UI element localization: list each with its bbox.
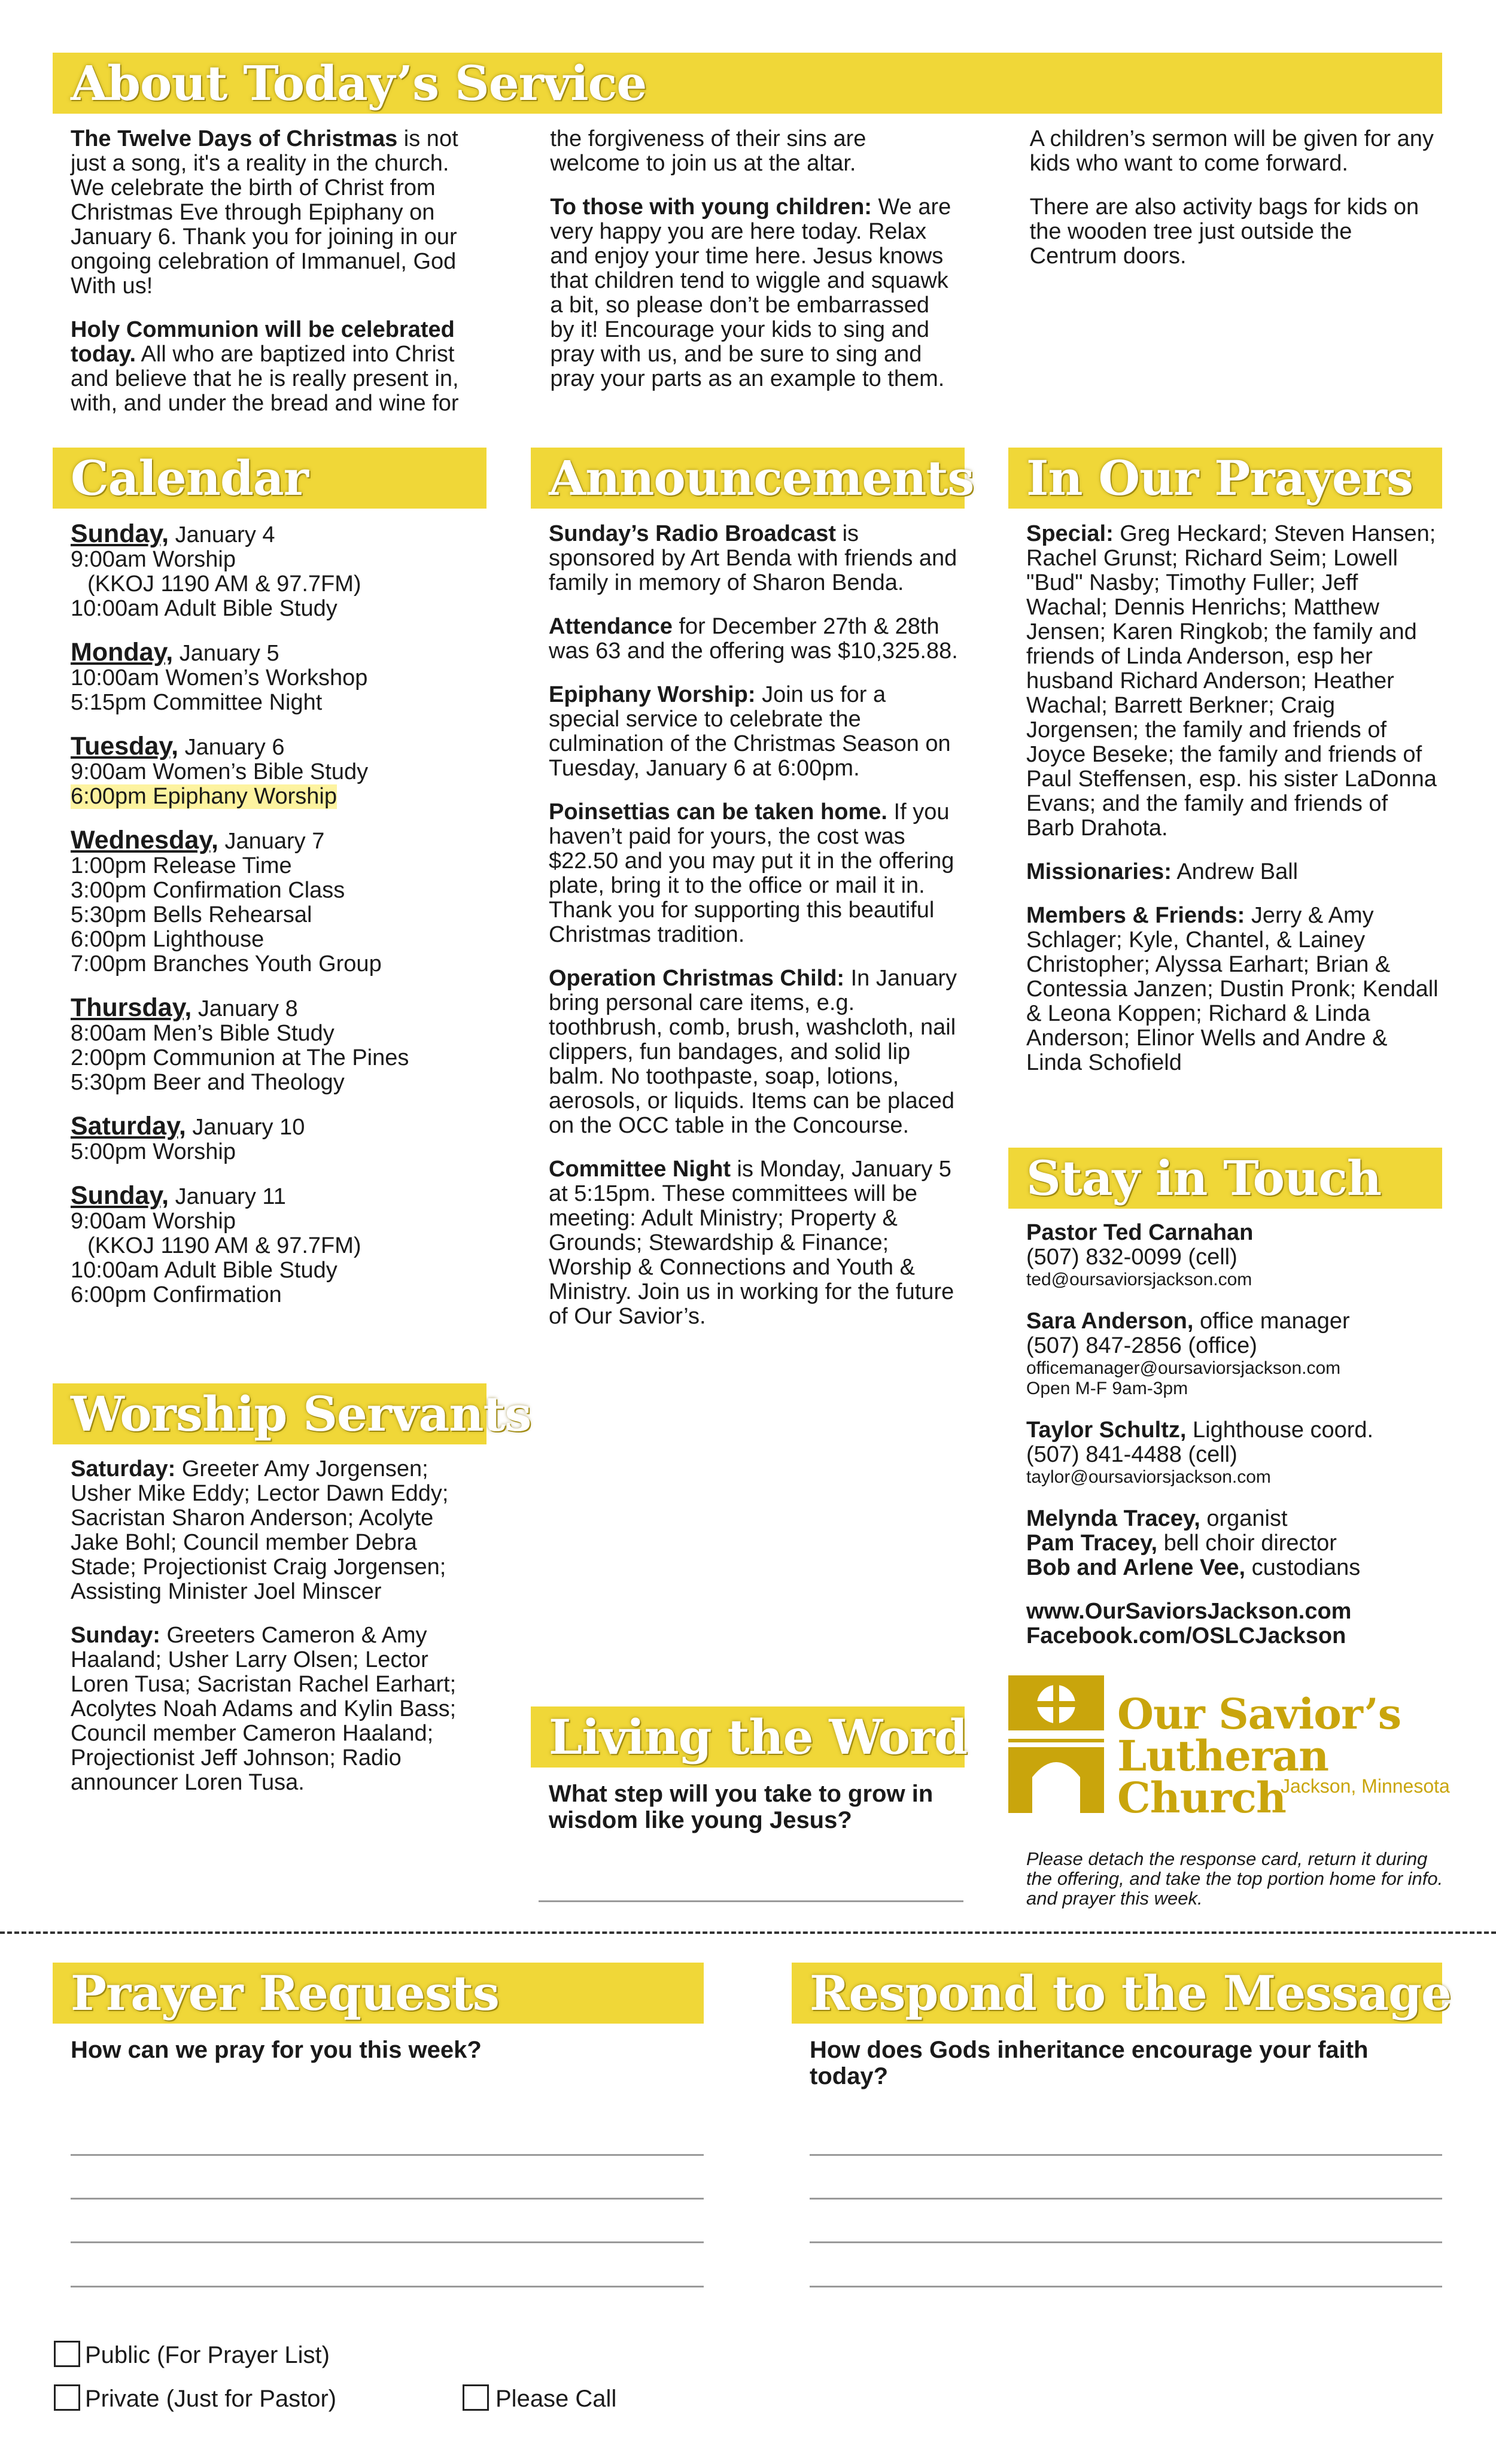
respond-line-2[interactable] xyxy=(810,2198,1442,2200)
calendar-list xyxy=(71,519,484,1327)
prayer-line-3[interactable] xyxy=(71,2241,704,2243)
respond-line-1[interactable] xyxy=(810,2154,1442,2156)
announcement-item xyxy=(549,615,959,664)
servants-sunday-text: Greeters Cameron & Amy Haaland; Usher Larry Olsen; Lector Loren Tusa; Sacristan Rachel Earhart; Acolytes Noah Adams and Kylin Bass; Council member Cameron Haaland; Projectionist Jeff Johnson; Radio announcer Loren Tusa. xyxy=(71,1623,457,1795)
calendar-event: 2:00pm Communion at The Pines xyxy=(71,1045,409,1070)
detach-note: Please detach the response card, return it during the offering, and take the top portion home for info. and prayer this week. xyxy=(1026,1848,1443,1909)
lighthouse-phone: (507) 841-4488 (cell) xyxy=(1026,1442,1237,1467)
servants-saturday-text: Greeter Amy Jorgensen; Usher Mike Eddy; Lector Dawn Eddy; Sacristan Sharon Anderson; Acolyte Jake Bohl; Council member Debra Stade; Projectionist Craig Jorgensen; Assisting Minister Joel Minscer xyxy=(71,1456,449,1604)
about-flow xyxy=(71,127,1439,421)
calendar-day-date: January 10 xyxy=(186,1115,305,1140)
calendar-title: Calendar xyxy=(71,450,308,506)
prayer-item-heading: Missionaries: xyxy=(1026,859,1172,884)
calendar-day xyxy=(71,1114,484,1164)
about-p4-text: A children’s sermon will be given for any kids who want to come forward. xyxy=(1029,126,1434,176)
calendar-event: 10:00am Adult Bible Study xyxy=(71,1258,337,1283)
calendar-event: 5:15pm Committee Night xyxy=(71,690,323,715)
about-banner xyxy=(53,53,1442,114)
about-p5-text: There are also activity bags for kids on the wooden tree just outside the Centrum doors. xyxy=(1029,194,1419,269)
pastor-name: Pastor Ted Carnahan xyxy=(1026,1220,1254,1245)
calendar-day-date: January 7 xyxy=(218,829,325,854)
announcement-item-text: is Monday, January 5 at 5:15pm. These committees will be meeting: Adult Ministry; Property & Grounds; Stewardship & Finance; Worship & Connections and Youth & Ministry. Join us in working for the future of Our Savior’s. xyxy=(549,1157,954,1329)
respond-banner xyxy=(792,1963,1451,2024)
calendar-event: 5:30pm Bells Rehearsal xyxy=(71,902,312,927)
private-checkbox[interactable] xyxy=(54,2384,80,2411)
respond-line-3[interactable] xyxy=(810,2241,1442,2243)
calendar-day-date: January 8 xyxy=(191,996,298,1021)
lighthouse-name: Taylor Schultz, xyxy=(1026,1417,1187,1443)
servants-block xyxy=(71,1457,484,1814)
calendar-banner xyxy=(53,448,486,509)
lighthouse-role: Lighthouse coord. xyxy=(1186,1417,1374,1443)
announcement-item-text: for December 27th & 28th was 63 and the offering was $10,325.88. xyxy=(549,614,958,664)
private-label: Private (Just for Pastor) xyxy=(85,2386,337,2412)
servants-title: Worship Servants xyxy=(71,1386,531,1442)
prayers-banner xyxy=(1008,448,1442,509)
calendar-day xyxy=(71,519,484,621)
custodian-role: custodians xyxy=(1245,1555,1361,1580)
prayers-list xyxy=(1026,522,1439,1094)
respond-title: Respond to the Message xyxy=(810,1965,1451,2021)
touch-banner xyxy=(1008,1148,1442,1209)
office-role: office manager xyxy=(1193,1309,1350,1334)
pastor-email[interactable]: ted@oursaviorsjackson.com xyxy=(1026,1270,1252,1289)
website-link[interactable]: www.OurSaviorsJackson.com xyxy=(1026,1599,1352,1624)
calendar-day xyxy=(71,640,484,715)
calendar-event: 6:00pm Lighthouse xyxy=(71,927,264,952)
calendar-event: 10:00am Adult Bible Study xyxy=(71,596,337,621)
prayer-requests-banner xyxy=(53,1963,704,2024)
announcement-item-heading: Operation Christmas Child: xyxy=(549,966,845,991)
calendar-event: 5:30pm Beer and Theology xyxy=(71,1070,345,1095)
calendar-event: 9:00am Worship xyxy=(71,1209,236,1234)
cut-line xyxy=(0,1931,1496,1934)
prayer-item-heading: Members & Friends: xyxy=(1026,903,1245,928)
about-p2-text: All who are baptized into Christ and believe that he is really present in, with, and under the bread and wine for the forgiveness of their sins are welcome to join us at the altar. xyxy=(71,126,866,416)
announcement-item xyxy=(549,522,959,595)
prayer-line-1[interactable] xyxy=(71,2154,704,2156)
living-answer-line[interactable] xyxy=(539,1900,963,1902)
custodian-name: Bob and Arlene Vee, xyxy=(1026,1555,1246,1580)
office-phone: (507) 847-2856 (office) xyxy=(1026,1333,1257,1358)
announcement-item-text: is sponsored by Art Benda with friends and family in memory of Sharon Benda. xyxy=(549,521,957,595)
announcement-item-text: Join us for a special service to celebrate the culmination of the Christmas Season on Tuesday, January 6 at 6:00pm. xyxy=(549,682,951,781)
calendar-day-date: January 11 xyxy=(169,1184,286,1209)
prayer-item-text: Andrew Ball xyxy=(1171,859,1299,884)
please-call-checkbox[interactable] xyxy=(463,2384,489,2411)
calendar-event: (KKOJ 1190 AM & 97.7FM) xyxy=(87,571,361,597)
living-banner xyxy=(531,1706,968,1768)
announcement-item-heading: Committee Night xyxy=(549,1157,731,1182)
calendar-day xyxy=(71,828,484,977)
calendar-day-label: Monday, xyxy=(71,638,174,667)
prayers-title: In Our Prayers xyxy=(1026,450,1413,506)
calendar-day-date: January 5 xyxy=(173,641,279,666)
announcement-item-text: In January bring personal care items, e.g. toothbrush, comb, brush, washcloth, nail clippers, fun bandages, and solid lip balm. No toothpaste, soap, lotions, aerosols, or liquids. Items can be placed on the OCC table in the Concourse. xyxy=(549,966,957,1138)
calendar-day-label: Saturday, xyxy=(71,1112,186,1140)
calendar-event: 10:00am Women’s Workshop xyxy=(71,665,368,690)
calendar-day xyxy=(71,734,484,809)
lighthouse-email[interactable]: taylor@oursaviorsjackson.com xyxy=(1026,1467,1271,1487)
office-name: Sara Anderson, xyxy=(1026,1309,1194,1334)
calendar-day-label: Sunday, xyxy=(71,1181,169,1210)
about-title: About Today’s Service xyxy=(71,55,647,111)
respond-question: How does Gods inheritance encourage your faith today? xyxy=(810,2037,1369,2089)
calendar-day-date: January 6 xyxy=(178,735,285,760)
office-hours: Open M-F 9am-3pm xyxy=(1026,1379,1188,1398)
public-checkbox[interactable] xyxy=(54,2341,80,2367)
living-title: Living the Word xyxy=(549,1709,968,1765)
pastor-phone: (507) 832-0099 (cell) xyxy=(1026,1245,1237,1270)
touch-block xyxy=(1026,1221,1439,1668)
organist-role: organist xyxy=(1200,1506,1288,1531)
prayer-item-heading: Special: xyxy=(1026,521,1114,546)
church-logo-text xyxy=(1117,1689,1496,1823)
calendar-event: (KKOJ 1190 AM & 97.7FM) xyxy=(87,1233,361,1258)
announcement-item-heading: Attendance xyxy=(549,614,673,639)
calendar-day-date: January 4 xyxy=(169,522,275,547)
public-label: Public (For Prayer List) xyxy=(85,2342,330,2368)
calendar-day-label: Tuesday, xyxy=(71,732,179,761)
prayer-requests-question: How can we pray for you this week? xyxy=(71,2037,482,2063)
about-p1-text: is not just a song, it's a reality in the church. We celebrate the birth of Christ from Christmas Eve through Epiphany on January 6. Thank you for joining in our ongoing celebration of Immanuel, God With us! xyxy=(71,126,458,299)
prayer-item xyxy=(1026,522,1439,841)
organist-name: Melynda Tracey, xyxy=(1026,1506,1200,1531)
logo-line2: Lutheran Church xyxy=(1117,1731,1329,1823)
living-question: What step will you take to grow in wisdom like young Jesus? xyxy=(549,1781,934,1833)
prayer-line-2[interactable] xyxy=(71,2198,704,2200)
announcements-list xyxy=(549,522,959,1348)
calendar-day-label: Thursday, xyxy=(71,993,192,1022)
announcements-banner xyxy=(531,448,974,509)
calendar-event: 9:00am Women’s Bible Study xyxy=(71,759,369,784)
about-p3-text: We are very happy you are here today. Relax and enjoy your time here. Jesus knows that children tend to wiggle and squawk a bit, so please don’t be embarrassed by it! Encourage your kids to sing and pray with us, and be sure to sing and pray your parts as an example to them. xyxy=(550,194,951,391)
announcement-item xyxy=(549,683,959,781)
announcement-item xyxy=(549,800,959,947)
announcement-item-heading: Epiphany Worship: xyxy=(549,682,756,707)
calendar-event: 6:00pm Confirmation xyxy=(71,1282,282,1307)
prayer-line-4[interactable] xyxy=(71,2286,704,2287)
prayer-item xyxy=(1026,904,1439,1075)
calendar-event: 8:00am Men’s Bible Study xyxy=(71,1021,335,1046)
logo-line1: Our Savior’s xyxy=(1117,1689,1401,1739)
please-call-label: Please Call xyxy=(495,2386,617,2412)
servants-saturday-label: Saturday: xyxy=(71,1456,176,1482)
announcement-item-text: If you haven’t paid for yours, the cost was $22.50 and you may put it in the offering plate, bring it to the office or mail it in. Thank you for supporting this beautiful Christmas tradition. xyxy=(549,799,954,947)
bell-name: Pam Tracey, xyxy=(1026,1531,1158,1556)
about-p2-bold: Holy Communion will be celebrated today. xyxy=(71,317,455,367)
prayer-item-text: Greg Heckard; Steven Hansen; Rachel Grunst; Richard Seim; Lowell "Bud" Nasby; Timothy Fuller; Jeff Wachal; Dennis Henrichs; Matthew Jensen; Karen Ringkob; the family and friends of Linda Anderson, esp her husband Richard Anderson; Heather Wachal; Barrett Berkner; Craig Jorgensen; the family and friends of Joyce Beseke; the family and friends of Paul Steffensen, esp. his sister LaDonna Evans; and the family and friends of Barb Drahota. xyxy=(1026,521,1437,841)
office-email[interactable]: officemanager@oursaviorsjackson.com xyxy=(1026,1358,1341,1378)
calendar-day-label: Sunday, xyxy=(71,519,169,548)
about-p3-bold: To those with young children: xyxy=(550,194,872,220)
prayer-item-text: Jerry & Amy Schlager; Kyle, Chantel, & Lainey Christopher; Alyssa Earhart; Brian & Contessia Janzen; Dustin Pronk; Kendall & Leona Koppen; Richard & Linda Anderson; Elinor Wells and Andre & Linda Schofield xyxy=(1026,903,1439,1075)
announcement-item xyxy=(549,1157,959,1329)
announcement-item xyxy=(549,966,959,1138)
calendar-event: 6:00pm Epiphany Worship xyxy=(71,784,337,809)
prayer-requests-title: Prayer Requests xyxy=(71,1965,499,2021)
facebook-link[interactable]: Facebook.com/OSLCJackson xyxy=(1026,1623,1346,1648)
calendar-event: 3:00pm Confirmation Class xyxy=(71,878,345,903)
church-logo-icon xyxy=(1008,1675,1104,1813)
about-p1-bold: The Twelve Days of Christmas xyxy=(71,126,398,151)
calendar-day xyxy=(71,1181,484,1307)
calendar-day xyxy=(71,993,484,1095)
respond-line-4[interactable] xyxy=(810,2286,1442,2287)
logo-location: Jackson, Minnesota xyxy=(1281,1775,1450,1797)
calendar-event: 5:00pm Worship xyxy=(71,1139,236,1164)
announcements-title: Announcements xyxy=(549,450,974,506)
announcement-item-heading: Sunday’s Radio Broadcast xyxy=(549,521,837,546)
calendar-event: 7:00pm Branches Youth Group xyxy=(71,951,382,977)
servants-banner xyxy=(53,1383,531,1444)
touch-title: Stay in Touch xyxy=(1026,1150,1382,1206)
bell-role: bell choir director xyxy=(1157,1531,1337,1556)
announcement-item-heading: Poinsettias can be taken home. xyxy=(549,799,887,825)
servants-sunday-label: Sunday: xyxy=(71,1623,160,1648)
calendar-day-label: Wednesday, xyxy=(71,826,218,854)
calendar-event: 1:00pm Release Time xyxy=(71,853,292,878)
calendar-event: 9:00am Worship xyxy=(71,547,236,572)
prayer-item xyxy=(1026,860,1439,884)
